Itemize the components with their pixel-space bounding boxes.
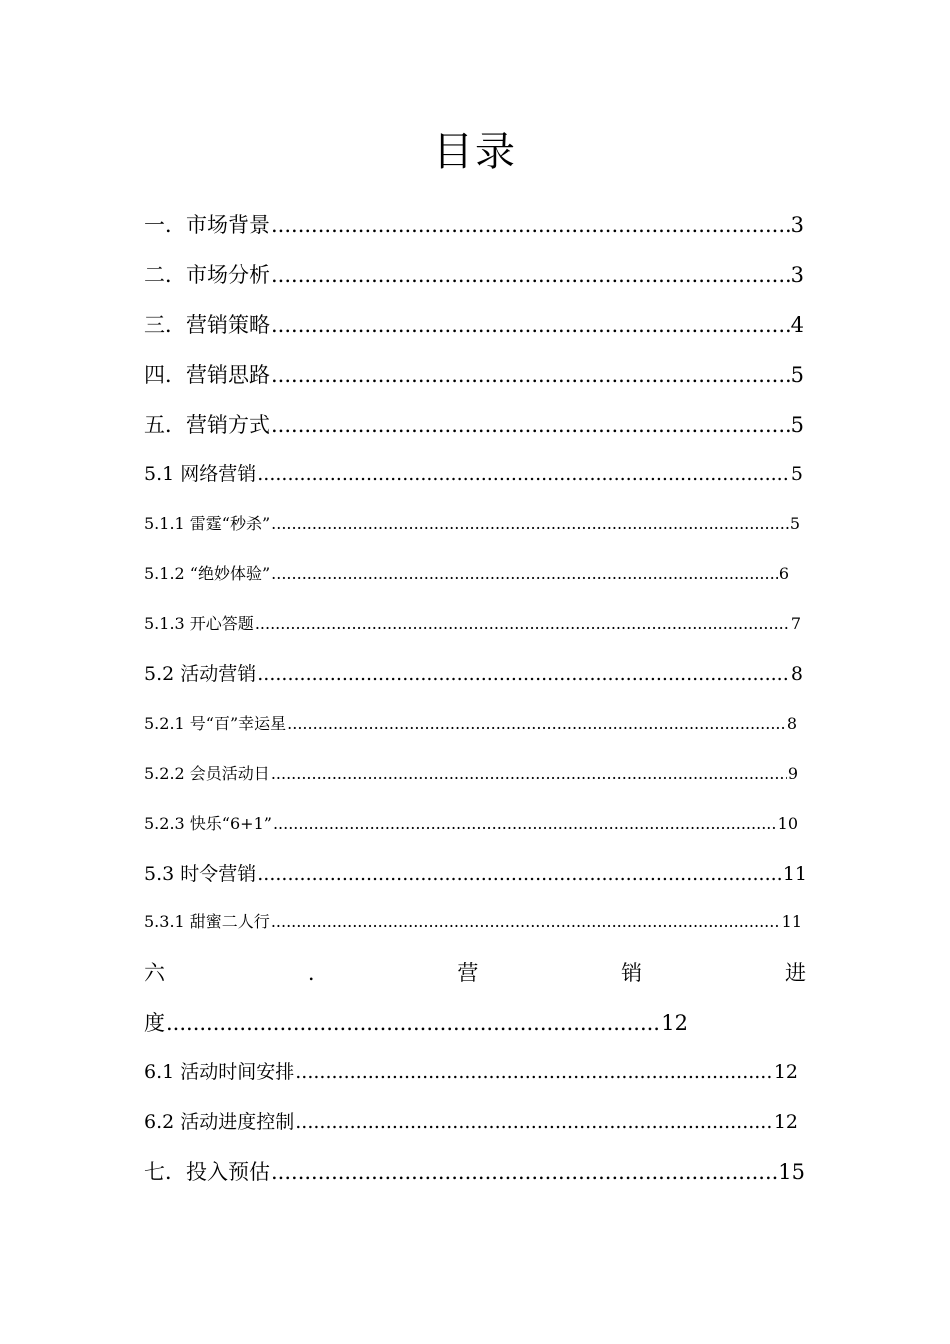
dot-leader [257,860,782,888]
dot-leader [271,210,790,240]
toc-entry[interactable] [144,860,807,888]
toc-entry-label: 5.1.2 “绝妙体验” [144,564,271,583]
toc-entry-page: 11 [782,863,807,885]
toc-entry-page: 3 [790,263,804,287]
toc-entry-label: 三．营销策略 [144,313,270,337]
dot-leader [166,1008,660,1038]
toc-entry-page: 9 [787,764,798,783]
toc-entry-page: 6 [778,564,789,583]
toc-entry-label-part: 进 [785,961,806,985]
page-title: 目录 [433,129,517,175]
toc-entry-label: 五．营销方式 [144,413,270,437]
dot-leader [271,910,781,934]
toc-entry-page: 4 [790,313,804,337]
dot-leader [257,660,790,688]
toc-entry[interactable] [144,410,804,440]
toc-entry[interactable] [144,512,800,536]
toc-entry-label: 5.3 时令营销 [144,863,257,885]
toc-entry-label: 5.3.1 甜蜜二人行 [144,912,270,931]
toc-entry[interactable] [144,712,797,736]
toc-entry-page: 15 [778,1160,805,1184]
toc-entry-page: 12 [773,1111,798,1133]
toc-entry-page: 12 [773,1061,798,1083]
toc-entry-label-part: 六 [144,961,165,985]
toc-entry-label: 5.1.3 开心答题 [144,614,254,633]
dot-leader [271,310,790,340]
toc-entry-continuation[interactable] [144,1008,688,1038]
toc-entry[interactable] [144,612,801,636]
toc-entry-label: 5.2.1 号“百”幸运星 [144,714,287,733]
toc-entry-label: 二．市场分析 [144,263,270,287]
dot-leader [271,562,778,586]
dot-leader [271,410,790,440]
toc-entry[interactable] [144,762,798,786]
toc-entry-label: 6.1 活动时间安排 [144,1061,295,1083]
toc-entry[interactable] [144,460,803,488]
toc-entry-page: 7 [790,614,801,633]
toc-entry-label: 度 [144,1011,165,1035]
dot-leader [271,260,790,290]
dot-leader [287,712,786,736]
toc-entry-label: 6.2 活动进度控制 [144,1111,295,1133]
dot-leader [273,812,777,836]
toc-entry-page: 10 [777,814,798,833]
toc-entry-label: 一．市场背景 [144,213,270,237]
toc-entry-page: 5 [790,363,804,387]
toc-entry-page: 12 [661,1011,688,1035]
toc-entry[interactable] [144,812,798,836]
dot-leader [295,1058,773,1086]
toc-entry[interactable] [144,360,804,390]
dot-leader [257,460,790,488]
toc-entry-label: 5.2.2 会员活动日 [144,764,270,783]
toc-entry-page: 8 [786,714,797,733]
dot-leader [271,360,790,390]
toc-entry[interactable] [144,1108,798,1136]
toc-entry[interactable] [144,910,802,934]
toc-entry-label: 5.2.3 快乐“6+1” [144,814,272,833]
toc-entry-label-part: . [307,961,315,985]
toc-entry[interactable] [144,210,804,240]
toc-entry[interactable] [144,1058,798,1086]
dot-leader [295,1108,773,1136]
toc-entry[interactable] [144,260,804,290]
toc-entry-page: 11 [781,912,802,931]
toc-entry-label: 5.1.1 雷霆“秒杀” [144,514,271,533]
toc-entry-label: 5.1 网络营销 [144,463,257,485]
toc-entry-label: 5.2 活动营销 [144,663,257,685]
toc-entry[interactable] [144,562,789,586]
toc-entry[interactable] [144,310,804,340]
toc-entry-label: 四．营销思路 [144,363,270,387]
toc-entry-page: 8 [790,663,803,685]
toc-entry-label-part: 销 [621,961,643,985]
toc-entry-page: 5 [789,514,800,533]
toc-entry-label: 七．投入预估 [144,1160,270,1184]
dot-leader [271,762,787,786]
dot-leader [271,1157,777,1187]
toc-entry-label-part: 营 [457,961,479,985]
dot-leader [271,512,789,536]
toc-entry-page: 3 [790,213,804,237]
toc-entry-page: 5 [790,413,804,437]
toc-entry-page: 5 [790,463,803,485]
dot-leader [255,612,790,636]
toc-entry-spread[interactable] [144,958,806,988]
toc-entry[interactable] [144,1157,805,1187]
toc-entry[interactable] [144,660,803,688]
